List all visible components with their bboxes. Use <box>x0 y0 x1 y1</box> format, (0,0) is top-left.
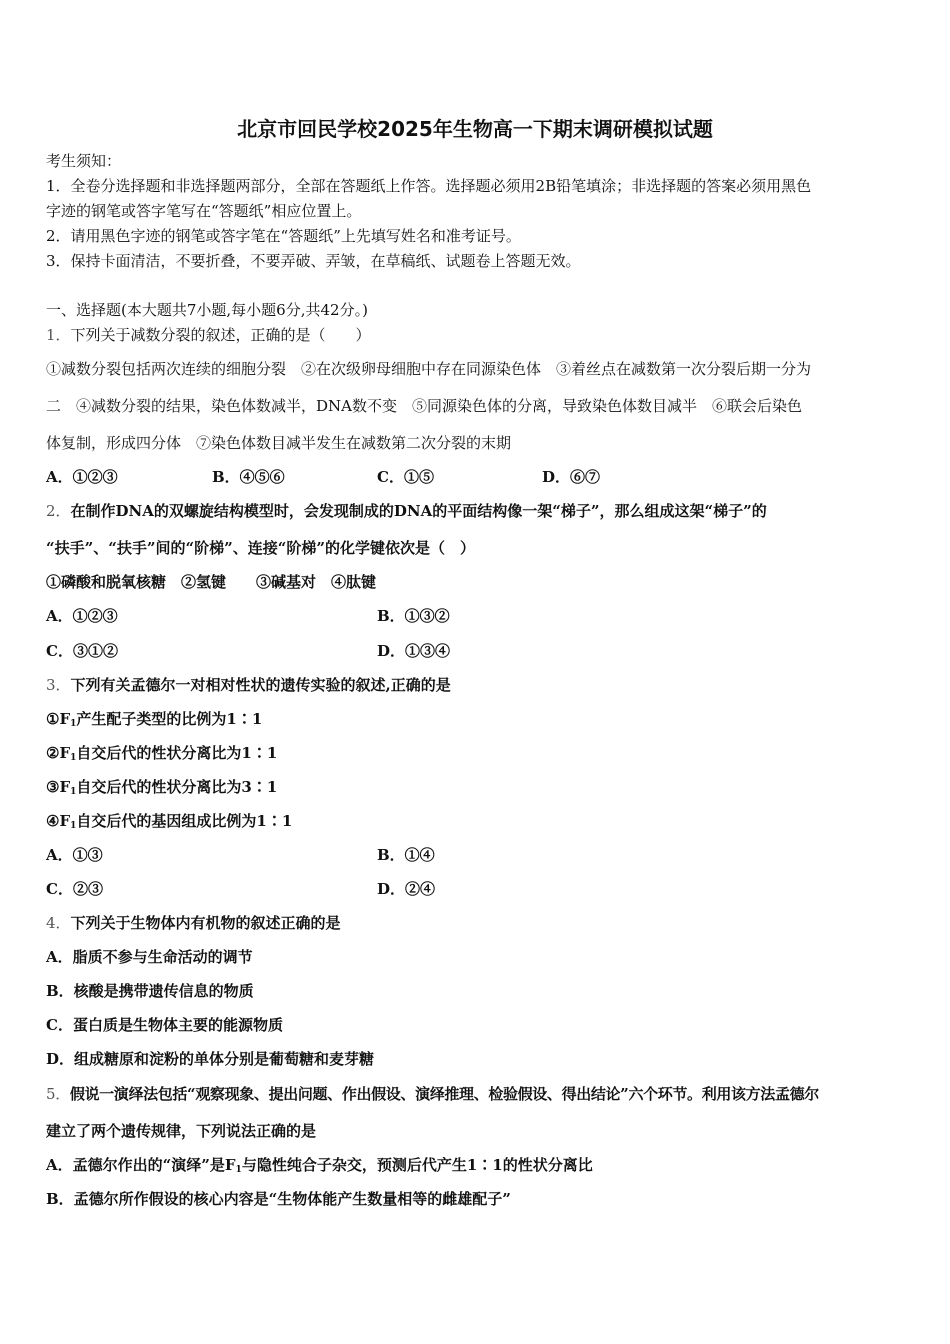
option-b: B．④⑤⑥ <box>212 468 285 486</box>
question-2-stem: 2．在制作DNA的双螺旋结构模型时，会发现制成的DNA的平面结构像一架“梯子”，那么组成这架“梯子”的 <box>46 502 767 520</box>
question-3-item: $②F_1$自交后代的性状分离比为1∶1 <box>46 744 278 763</box>
option-d: D．⑥⑦ <box>542 468 601 486</box>
option-d: D．②④ <box>377 880 436 898</box>
question-2-items: ①磷酸和脱氧核糖 ②氢键 ③碱基对 ④肽键 <box>46 573 377 591</box>
question-1-statement: ①减数分裂包括两次连续的细胞分裂 ②在次级卵母细胞中存在同源染色体 ③着丝点在减数第一次分裂后期一分为 <box>46 360 812 378</box>
question-2-stem-cont: “扶手”、“扶手”间的“阶梯”、连接“阶梯”的化学键依次是（ ） <box>46 539 476 557</box>
option-b: B．①④ <box>377 846 435 864</box>
notice-item: 3．保持卡面清洁，不要折叠，不要弄破、弄皱，在草稿纸、试题卷上答题无效。 <box>46 252 581 270</box>
question-5-stem-cont: 建立了两个遗传规律，下列说法正确的是 <box>46 1122 317 1140</box>
question-4-stem: 4．下列关于生物体内有机物的叙述正确的是 <box>46 914 341 932</box>
notice-heading: 考生须知： <box>46 152 122 170</box>
option-d: D．组成糖原和淀粉的单体分别是葡萄糖和麦芽糖 <box>46 1050 375 1068</box>
question-5-stem: 5．假说一演绎法包括“观察现象、提出问题、作出假设、演绎推理、检验假设、得出结论”六个环节。利用该方法孟德尔 <box>46 1085 819 1103</box>
option-a: A．①③ <box>46 846 103 864</box>
question-number: 2． <box>46 502 71 520</box>
question-3-item: $③F_1$自交后代的性状分离比为3∶1 <box>46 778 278 797</box>
option-a: A．①②③ <box>46 468 118 486</box>
question-1-stem: 1．下列关于减数分裂的叙述，正确的是（ ） <box>46 326 371 344</box>
option-b: B．孟德尔所作假设的核心内容是“生物体能产生数量相等的雌雄配子” <box>46 1190 511 1208</box>
option-c: C．蛋白质是生物体主要的能源物质 <box>46 1016 283 1034</box>
question-number: 3． <box>46 676 71 694</box>
question-1-statement: 体复制，形成四分体 ⑦染色体数目减半发生在减数第二次分裂的末期 <box>46 434 512 452</box>
question-number: 1． <box>46 326 71 344</box>
question-number: 5． <box>46 1085 70 1103</box>
question-3-item: $④F_1$自交后代的基因组成比例为1∶1 <box>46 812 293 831</box>
question-number: 4． <box>46 914 71 932</box>
notice-item: 2．请用黑色字迹的钢笔或答字笔在“答题纸”上先填写姓名和准考证号。 <box>46 227 521 245</box>
question-1-statement: 二 ④减数分裂的结果，染色体数减半，DNA数不变 ⑤同源染色体的分离，导致染色体数目减半 ⑥联会后染色 <box>46 397 802 415</box>
option-a: A．脂质不参与生命活动的调节 <box>46 948 253 966</box>
option-b: B．①③② <box>377 607 450 625</box>
section-heading: 一、选择题(本大题共7小题,每小题6分,共42分。) <box>46 301 368 319</box>
option-c: C．②③ <box>46 880 103 898</box>
question-3-item: $①F_1$产生配子类型的比例为1∶1 <box>46 710 263 729</box>
option-d: D．①③④ <box>377 642 451 660</box>
option-c: C．③①② <box>46 642 118 660</box>
notice-item: 1．全卷分选择题和非选择题两部分，全部在答题纸上作答。选择题必须用2B铅笔填涂；非选择题的答案必须用黑色 <box>46 177 812 195</box>
question-3-stem: 3．下列有关孟德尔一对相对性状的遗传实验的叙述,正确的是 <box>46 676 451 694</box>
option-c: C．①⑤ <box>377 468 434 486</box>
option-b: B．核酸是携带遗传信息的物质 <box>46 982 254 1000</box>
option-a: A．①②③ <box>46 607 118 625</box>
notice-item: 字迹的钢笔或答字笔写在“答题纸”相应位置上。 <box>46 202 362 220</box>
page-title: 北京市回民学校2025年生物高一下期末调研模拟试题 <box>237 117 713 141</box>
option-a: A．孟德尔作出的“演绎”是$F_1$与隐性纯合子杂交，预测后代产生1∶1的性状分离比 <box>46 1156 593 1175</box>
